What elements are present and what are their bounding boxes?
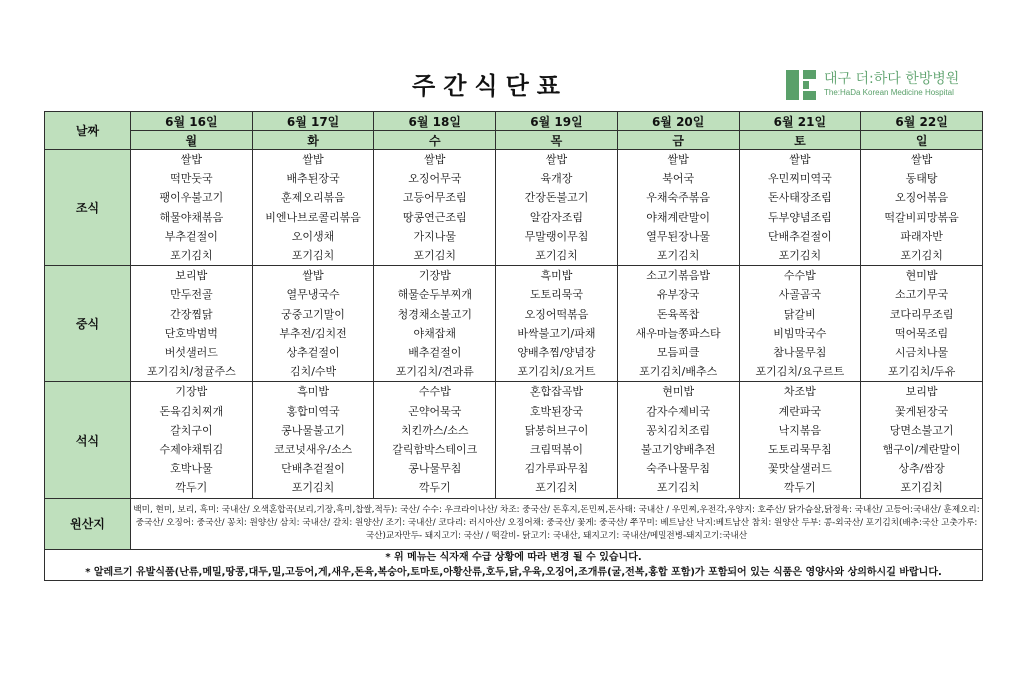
menu-item: 야채계란말이 <box>646 210 711 224</box>
menu-item: 포기김치/요거트 <box>517 365 596 379</box>
menu-item: 오징어볶음 <box>895 191 949 205</box>
menu-item: 우채숙주볶음 <box>646 191 711 205</box>
date-cell: 6월 16일 <box>131 112 253 131</box>
menu-item: 팽이우불고기 <box>159 191 224 205</box>
menu-item: 포기김치/청귤주스 <box>146 365 236 379</box>
meal-cell <box>252 150 374 266</box>
menu-item: 상추/쌈장 <box>898 462 945 476</box>
meal-cell <box>739 150 861 266</box>
menu-item: 차조밥 <box>783 385 816 399</box>
meal-cell <box>617 150 739 266</box>
menu-item: 오징어떡볶음 <box>524 307 589 321</box>
menu-item: 쌀밥 <box>302 153 324 166</box>
menu-item: 떡갈비피망볶음 <box>884 210 959 224</box>
meal-cell <box>496 150 618 266</box>
menu-item: 단배추겉절이 <box>281 462 345 476</box>
menu-item: 시금치나물 <box>895 346 949 360</box>
menu-item: 현미밥 <box>662 385 695 399</box>
notice-allergy: * 알레르기 유발식품(난류,메밀,땅콩,대두,밀,고등어,게,새우,돈육,복숭아,토마토,아황산류,호두,닭,우육,오징어,조개류(굴,전복,홍합 포함)가 포함되어 있는 식품은 영양사와 상의하시길 바랍니다. <box>85 566 942 578</box>
menu-item: 돈사태장조림 <box>767 191 832 205</box>
menu-item: 포기김치/견과류 <box>395 365 474 379</box>
menu-item: 계란파국 <box>778 404 822 418</box>
weekday-cell: 금 <box>617 131 739 150</box>
menu-item: 상추겉절이 <box>286 346 340 360</box>
notice-change: * 위 메뉴는 식자재 수급 상황에 따라 변경 될 수 있습니다. <box>385 551 642 563</box>
menu-item: 갈릭함박스테이크 <box>392 443 478 457</box>
meal-cell <box>374 266 496 382</box>
meal-cell <box>252 266 374 382</box>
menu-item: 도토리묵무침 <box>767 443 832 457</box>
meal-cell <box>374 382 496 498</box>
menu-item: 호박나물 <box>170 462 213 476</box>
menu-item: 떡어묵조림 <box>895 326 949 340</box>
menu-item: 양배추찜/양념장 <box>517 346 596 360</box>
weekday-cell: 목 <box>496 131 618 150</box>
menu-item: 수수밥 <box>418 385 451 399</box>
menu-item: 꽁치김치조림 <box>646 423 711 437</box>
menu-item: 쌀밥 <box>910 153 933 166</box>
menu-item: 햄구이/계란말이 <box>882 443 961 457</box>
menu-item: 무말랭이무침 <box>524 229 589 243</box>
weekday-cell: 월 <box>131 131 253 150</box>
menu-item: 비빔막국수 <box>773 326 827 340</box>
menu-item: 호박된장국 <box>529 404 584 418</box>
meal-label: 중식 <box>45 266 131 382</box>
meal-cell <box>739 382 861 498</box>
origin-text: 백미, 현미, 보리, 흑미: 국내산/ 오색혼합곡(보리,기장,흑미,찹쌀,적두): 국산/ 수수: 우크라이나산/ 차조: 중국산/ 돈후지,돈민찌,돈사태: 국내산 / 우민찌,우전각,우양지: 호주산/ 닭가슴살,닭정육: 국내산/ 고등어:국내산/ 훈제오리: 중국산/ 오징어: 중국산/ 꽁치: 원양산/ 삼치: 국내산/ 갈치: 원양산/ 조기: 국내산/ 코다리: 러시아산/ 오징어채: 중국산/ 꽃게: 중국산/ 쭈꾸미: 베트남산 낙지:베트남산 참치: 원양산 두부: 콩-외국산/ 포기김치(배추:국산 고춧가루: 국산)교자만두- 돼지고기: 국산/ / 떡갈비- 닭고기: 국내산, 돼지고기: 국내산/메밀전병-돼지고기:국내산 <box>131 498 983 549</box>
menu-item: 닭갈비 <box>783 307 816 321</box>
menu-item: 알감자조림 <box>529 210 584 224</box>
meal-label: 조식 <box>45 150 131 266</box>
date-label: 날짜 <box>45 112 131 150</box>
meal-cell <box>131 150 253 266</box>
notes-row <box>45 549 983 580</box>
menu-item: 돈육폭찹 <box>656 307 700 321</box>
date-cell: 6월 21일 <box>739 112 861 131</box>
meal-cell <box>131 266 253 382</box>
menu-item: 궁중고기말이 <box>281 307 345 321</box>
weekday-cell: 일 <box>861 131 983 150</box>
menu-item: 코다리무조림 <box>889 307 954 321</box>
origin-row <box>45 498 983 549</box>
menu-item: 보리밥 <box>905 385 938 399</box>
menu-item: 포기김치 <box>656 481 700 495</box>
meal-row-lunch <box>45 266 983 382</box>
meal-cell <box>496 382 618 498</box>
menu-item: 두부양념조림 <box>767 210 832 224</box>
weekday-row <box>45 131 983 150</box>
menu-item: 새우마늘쫑파스타 <box>635 326 721 340</box>
menu-item: 홍합미역국 <box>286 404 340 418</box>
weekday-cell: 토 <box>739 131 861 150</box>
weekday-cell: 수 <box>374 131 496 150</box>
menu-item: 바싹불고기/파채 <box>517 326 596 340</box>
menu-item: 포기김치 <box>900 481 943 495</box>
menu-item: 야채잡채 <box>413 326 457 340</box>
menu-item: 깍두기 <box>418 481 451 495</box>
menu-item: 김가루파무침 <box>524 462 589 476</box>
menu-item: 해물순두부찌개 <box>397 288 472 302</box>
menu-item: 버섯샐러드 <box>164 346 218 360</box>
menu-item: 육개장 <box>540 172 573 186</box>
menu-item: 포기김치 <box>778 249 822 263</box>
menu-item: 고등어무조림 <box>402 191 467 205</box>
menu-item: 크림떡볶이 <box>529 443 584 457</box>
menu-item: 갈치구이 <box>170 423 213 437</box>
menu-item: 수제야채튀김 <box>159 443 224 457</box>
menu-item: 오징어무국 <box>408 172 462 186</box>
menu-item: 쌀밥 <box>424 153 446 166</box>
menu-item: 불고기양배추전 <box>640 443 716 457</box>
menu-item: 코코넛새우/소스 <box>274 443 353 457</box>
hospital-logo <box>786 68 996 102</box>
menu-item: 치킨까스/소스 <box>401 423 469 437</box>
menu-item: 돈육김치찌개 <box>159 404 224 418</box>
meal-cell <box>252 382 374 498</box>
menu-item: 부추전/김치전 <box>279 326 347 340</box>
menu-item: 포기김치 <box>656 249 700 263</box>
menu-item: 쌀밥 <box>180 153 202 166</box>
menu-item: 떡만둣국 <box>170 172 213 186</box>
menu-item: 포기김치 <box>535 481 578 495</box>
menu-item: 만두전골 <box>170 288 213 302</box>
menu-item: 곤약어묵국 <box>408 404 462 418</box>
menu-item: 감자수제비국 <box>646 404 711 418</box>
menu-item: 동태탕 <box>905 172 938 186</box>
meal-cell <box>861 150 983 266</box>
hospital-name-english: The:HaDa Korean Medicine Hospital <box>824 88 954 97</box>
menu-item: 배추겉절이 <box>408 346 462 360</box>
menu-item: 깍두기 <box>783 481 816 495</box>
date-cell: 6월 19일 <box>496 112 618 131</box>
menu-item: 가지나물 <box>413 229 457 243</box>
menu-item: 청경채소불고기 <box>397 307 472 321</box>
menu-item: 사골곰국 <box>778 288 822 302</box>
menu-item: 김치/수박 <box>289 365 337 379</box>
menu-item: 유부장국 <box>656 288 700 302</box>
menu-item: 배추된장국 <box>286 172 340 186</box>
menu-item: 도토리묵국 <box>529 288 584 302</box>
menu-item: 현미밥 <box>905 269 938 283</box>
menu-item: 기장밥 <box>418 269 451 283</box>
menu-item: 흑미밥 <box>540 269 573 283</box>
meal-row-dinner <box>45 382 983 498</box>
menu-item: 보리밥 <box>175 269 208 283</box>
menu-item: 단호박범벅 <box>164 326 218 340</box>
date-cell: 6월 17일 <box>252 112 374 131</box>
menu-item: 소고기볶음밥 <box>646 269 711 283</box>
menu-item: 포기김치 <box>900 249 943 263</box>
menu-item: 포기김치 <box>291 249 335 263</box>
meal-cell <box>739 266 861 382</box>
date-cell: 6월 20일 <box>617 112 739 131</box>
weekday-cell: 화 <box>252 131 374 150</box>
menu-item: 당면소불고기 <box>889 423 954 437</box>
menu-item: 모듬피클 <box>656 346 700 360</box>
weekly-menu-table <box>44 111 983 581</box>
menu-item: 콩나물무침 <box>408 462 462 476</box>
menu-item: 콩나물불고기 <box>281 423 345 437</box>
menu-item: 쌀밥 <box>545 153 568 166</box>
menu-item: 포기김치 <box>413 249 457 263</box>
menu-item: 오이생채 <box>291 229 335 243</box>
menu-item: 수수밥 <box>783 269 816 283</box>
menu-item: 열무냉국수 <box>286 288 340 302</box>
meal-cell <box>617 382 739 498</box>
menu-item: 포기김치 <box>535 249 578 263</box>
menu-item: 포기김치 <box>170 249 213 263</box>
meal-cell <box>861 382 983 498</box>
menu-item: 우민찌미역국 <box>767 172 832 186</box>
origin-label: 원산지 <box>45 498 131 549</box>
meal-cell <box>496 266 618 382</box>
menu-item: 참나물무침 <box>773 346 827 360</box>
meal-cell <box>374 150 496 266</box>
menu-item: 포기김치/배추스 <box>639 365 718 379</box>
menu-item: 파래자반 <box>900 229 943 243</box>
menu-item: 포기김치/요구르트 <box>755 365 845 379</box>
menu-item: 포기김치 <box>291 481 335 495</box>
menu-item: 꽃게된장국 <box>895 404 949 418</box>
menu-item: 땅콩연근조림 <box>402 210 467 224</box>
menu-item: 쌀밥 <box>789 153 811 166</box>
meal-row-breakfast <box>45 150 983 266</box>
menu-item: 혼합잡곡밥 <box>529 385 584 399</box>
menu-item: 낙지볶음 <box>778 423 822 437</box>
meal-cell <box>131 382 253 498</box>
date-cell: 6월 22일 <box>861 112 983 131</box>
menu-item: 소고기무국 <box>895 288 949 302</box>
date-row <box>45 112 983 131</box>
notes-cell <box>45 549 983 580</box>
menu-item: 북어국 <box>662 172 695 186</box>
menu-item: 포기김치/두유 <box>887 365 956 379</box>
meal-label: 석식 <box>45 382 131 498</box>
meal-rows <box>45 150 983 499</box>
menu-item: 기장밥 <box>175 385 208 399</box>
date-cell: 6월 18일 <box>374 112 496 131</box>
menu-item: 간장찜닭 <box>170 307 213 321</box>
menu-item: 쌀밥 <box>302 269 324 283</box>
menu-item: 꽃맛살샐러드 <box>767 462 832 476</box>
menu-item: 훈제오리볶음 <box>281 191 345 205</box>
menu-item: 해물야채볶음 <box>159 210 224 224</box>
menu-item: 간장돈불고기 <box>524 191 589 205</box>
meal-cell <box>861 266 983 382</box>
menu-item: 깍두기 <box>175 481 208 495</box>
meal-cell <box>617 266 739 382</box>
menu-item: 숙주나물무침 <box>646 462 711 476</box>
menu-item: 흑미밥 <box>297 385 329 399</box>
menu-item: 부추겉절이 <box>164 229 218 243</box>
menu-item: 열무된장나물 <box>646 229 711 243</box>
menu-item: 단배추겉절이 <box>767 229 832 243</box>
page-title: 주간식단표 <box>412 72 568 100</box>
hospital-name: 대구 더:하다 한방병원 <box>824 71 960 87</box>
menu-item: 쌀밥 <box>667 153 689 166</box>
hospital-logo-icon <box>786 70 816 100</box>
menu-item: 비엔나브로콜리볶음 <box>265 210 361 224</box>
menu-item: 닭봉허브구이 <box>524 423 589 437</box>
